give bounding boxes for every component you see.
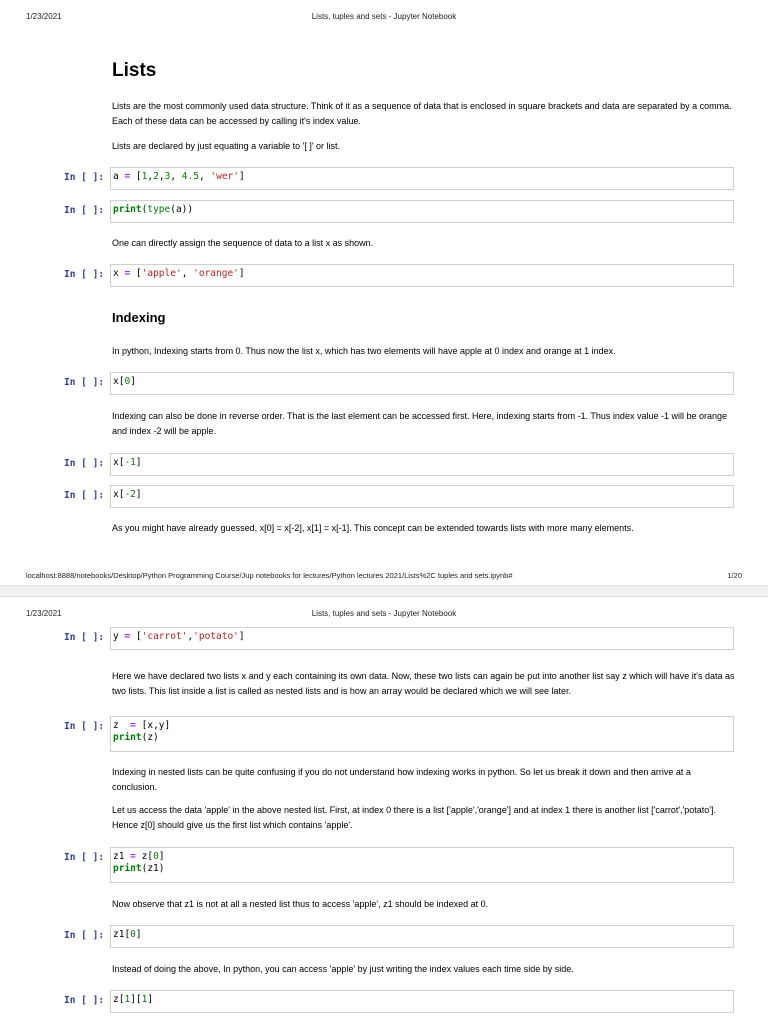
code-line	[113, 376, 136, 387]
indexing-text: In python, Indexing starts from 0. Thus now the list x, which has two elements will have apple at 0 index and orange at 1 index.	[112, 346, 616, 356]
lists-declared-text: Lists are declared by just equating a variable to '[ ]' or list.	[112, 141, 341, 151]
observe-text: Now observe that z1 is not at all a nested list thus to access 'apple', z1 should be indexed at 0.	[112, 899, 489, 909]
code-token: -1	[124, 457, 136, 468]
code-token: =	[130, 851, 142, 862]
cell-prompt: In [ ]:	[64, 205, 105, 216]
confusing-text: Indexing in nested lists can be quite confusing if you do not understand how indexing works in python. So let us break it down and then arrive at a conclusion.	[112, 767, 691, 792]
guessed-text: As you might have already guessed, x[0] = x[-2], x[1] = x[-1]. This concept can be extended towards lists with more many elements.	[112, 523, 634, 533]
code-token: ]	[147, 994, 154, 1005]
code-token: ][	[130, 994, 142, 1005]
cell-prompt: In [ ]:	[64, 269, 105, 280]
code-token: 'apple'	[141, 268, 182, 279]
cell-prompt: In [ ]:	[64, 930, 105, 941]
page-footer	[0, 571, 768, 583]
code-token: ]	[239, 171, 245, 182]
header-title: Lists, tuples and sets - Jupyter Notebook	[311, 12, 457, 21]
code-line	[113, 929, 142, 940]
code-token: (z1)	[141, 863, 165, 874]
code-token: ,	[170, 171, 182, 182]
code-token: x[	[113, 489, 125, 500]
code-token: =	[130, 720, 142, 731]
code-token: ]	[238, 631, 245, 642]
cell-prompt: In [ ]:	[64, 458, 105, 469]
header-date: 1/23/2021	[26, 609, 62, 618]
heading-lists: Lists	[112, 60, 157, 81]
code-cell[interactable]	[110, 847, 734, 883]
nested-lists-text: Here we have declared two lists x and y each containing its own data. Now, these two lists can again be put into another list say z which will have it's data as two lists. This list inside a list is called as nested lists and is how an array would be declared which we will see later.	[112, 671, 735, 696]
code-token: z	[113, 720, 131, 731]
code-line	[113, 204, 193, 215]
cell-prompt: In [ ]:	[64, 852, 105, 863]
code-token: x[	[113, 376, 125, 387]
code-token: z[	[141, 851, 154, 862]
page-separator	[0, 585, 768, 597]
page-header	[0, 12, 768, 26]
code-token: (a))	[170, 204, 194, 215]
code-token: [	[135, 631, 142, 642]
code-token: =	[124, 268, 136, 279]
code-token: z1	[113, 851, 131, 862]
code-line	[113, 489, 142, 500]
pdf-page-2	[0, 597, 768, 1024]
page-header	[0, 609, 768, 623]
code-token: [	[135, 268, 142, 279]
code-token: 0	[124, 376, 131, 387]
code-token: ]	[135, 457, 142, 468]
code-token: 'potato'	[193, 631, 239, 642]
heading-indexing: Indexing	[112, 310, 166, 325]
code-token: type	[147, 204, 171, 215]
code-token: 'carrot'	[141, 631, 188, 642]
code-line	[113, 863, 165, 874]
cell-prompt: In [ ]:	[64, 632, 105, 643]
footer-url: localhost:8888/notebooks/Desktop/Python Programming Course/Jup notebooks for lectures/Python lectures 2021/Lists%2C tuples and sets.ipynb#	[26, 571, 513, 580]
code-token: a	[113, 171, 125, 182]
code-token: x[	[113, 457, 125, 468]
code-cell[interactable]	[110, 925, 734, 948]
cell-prompt: In [ ]:	[64, 995, 105, 1006]
cell-prompt: In [ ]:	[64, 377, 105, 388]
code-token: [x,y]	[141, 720, 171, 731]
code-token: 1	[124, 994, 131, 1005]
code-token: 'orange'	[193, 268, 239, 279]
code-token: ]	[135, 929, 142, 940]
code-token: =	[124, 631, 136, 642]
cell-prompt: In [ ]:	[64, 172, 105, 183]
code-cell[interactable]	[110, 990, 734, 1013]
access-apple-text: Let us access the data 'apple' in the above nested list. First, at index 0 there is a list ['apple','orange'] and at index 1 there is another list ['carrot','potato']. Hence z[0] should give us the first list which contains 'apple'.	[112, 805, 717, 830]
code-token: 1	[141, 994, 148, 1005]
lists-intro-text: Lists are the most commonly used data structure. Think of it as a sequence of data that is enclosed in square brackets and data are separated by a comma. Each of these data can be accessed by calling it's index value.	[112, 101, 732, 126]
code-token: ,	[198, 171, 211, 182]
code-token: 4.5	[181, 171, 199, 182]
code-cell[interactable]	[110, 627, 734, 650]
code-line	[113, 171, 245, 182]
code-line	[113, 732, 159, 743]
code-cell[interactable]	[110, 167, 734, 190]
code-cell[interactable]	[110, 200, 734, 223]
code-token: ]	[130, 376, 136, 387]
code-token: ]	[158, 851, 165, 862]
code-token: 2	[153, 171, 159, 182]
code-token: [	[135, 171, 142, 182]
header-date: 1/23/2021	[26, 12, 62, 21]
code-cell[interactable]	[110, 716, 734, 752]
code-token: print	[113, 204, 142, 215]
code-token: 3	[164, 171, 171, 182]
footer-page-number: 1/20	[727, 571, 742, 580]
code-cell[interactable]	[110, 372, 734, 395]
code-token: ,	[187, 631, 194, 642]
code-line	[113, 720, 170, 731]
header-title: Lists, tuples and sets - Jupyter Notebook	[311, 609, 457, 618]
code-cell[interactable]	[110, 264, 734, 287]
code-token: print	[113, 732, 142, 743]
code-token: 0	[153, 851, 159, 862]
cell-prompt: In [ ]:	[64, 490, 105, 501]
code-token: -2	[124, 489, 136, 500]
code-token: print	[113, 863, 142, 874]
code-token: ,	[158, 171, 165, 182]
code-token: z[	[113, 994, 125, 1005]
code-token: z1[	[113, 929, 131, 940]
code-cell[interactable]	[110, 485, 734, 508]
code-token: ]	[135, 489, 142, 500]
code-line	[113, 631, 245, 642]
code-token: x	[113, 268, 125, 279]
code-cell[interactable]	[110, 453, 734, 476]
code-line	[113, 994, 153, 1005]
code-token: =	[124, 171, 136, 182]
cell-prompt: In [ ]:	[64, 721, 105, 732]
code-token: 1	[141, 171, 148, 182]
instead-text: Instead of doing the above, In python, you can access 'apple' by just writing the index values each time side by side.	[112, 964, 574, 974]
code-token: y	[113, 631, 125, 642]
reverse-indexing-text: Indexing can also be done in reverse order. That is the last element can be accessed first. Here, indexing starts from -1. Thus index value -1 will be orange and index -2 will be apple.	[112, 411, 727, 436]
code-token: 0	[130, 929, 136, 940]
code-line	[113, 851, 165, 862]
code-line	[113, 457, 142, 468]
code-token: (z)	[141, 732, 159, 743]
code-token: ,	[181, 268, 194, 279]
code-token: 'wer'	[210, 171, 239, 182]
code-token: ,	[147, 171, 154, 182]
code-token: (	[141, 204, 148, 215]
code-token: ]	[238, 268, 245, 279]
assign-text: One can directly assign the sequence of data to a list x as shown.	[112, 238, 374, 248]
code-line	[113, 268, 245, 279]
